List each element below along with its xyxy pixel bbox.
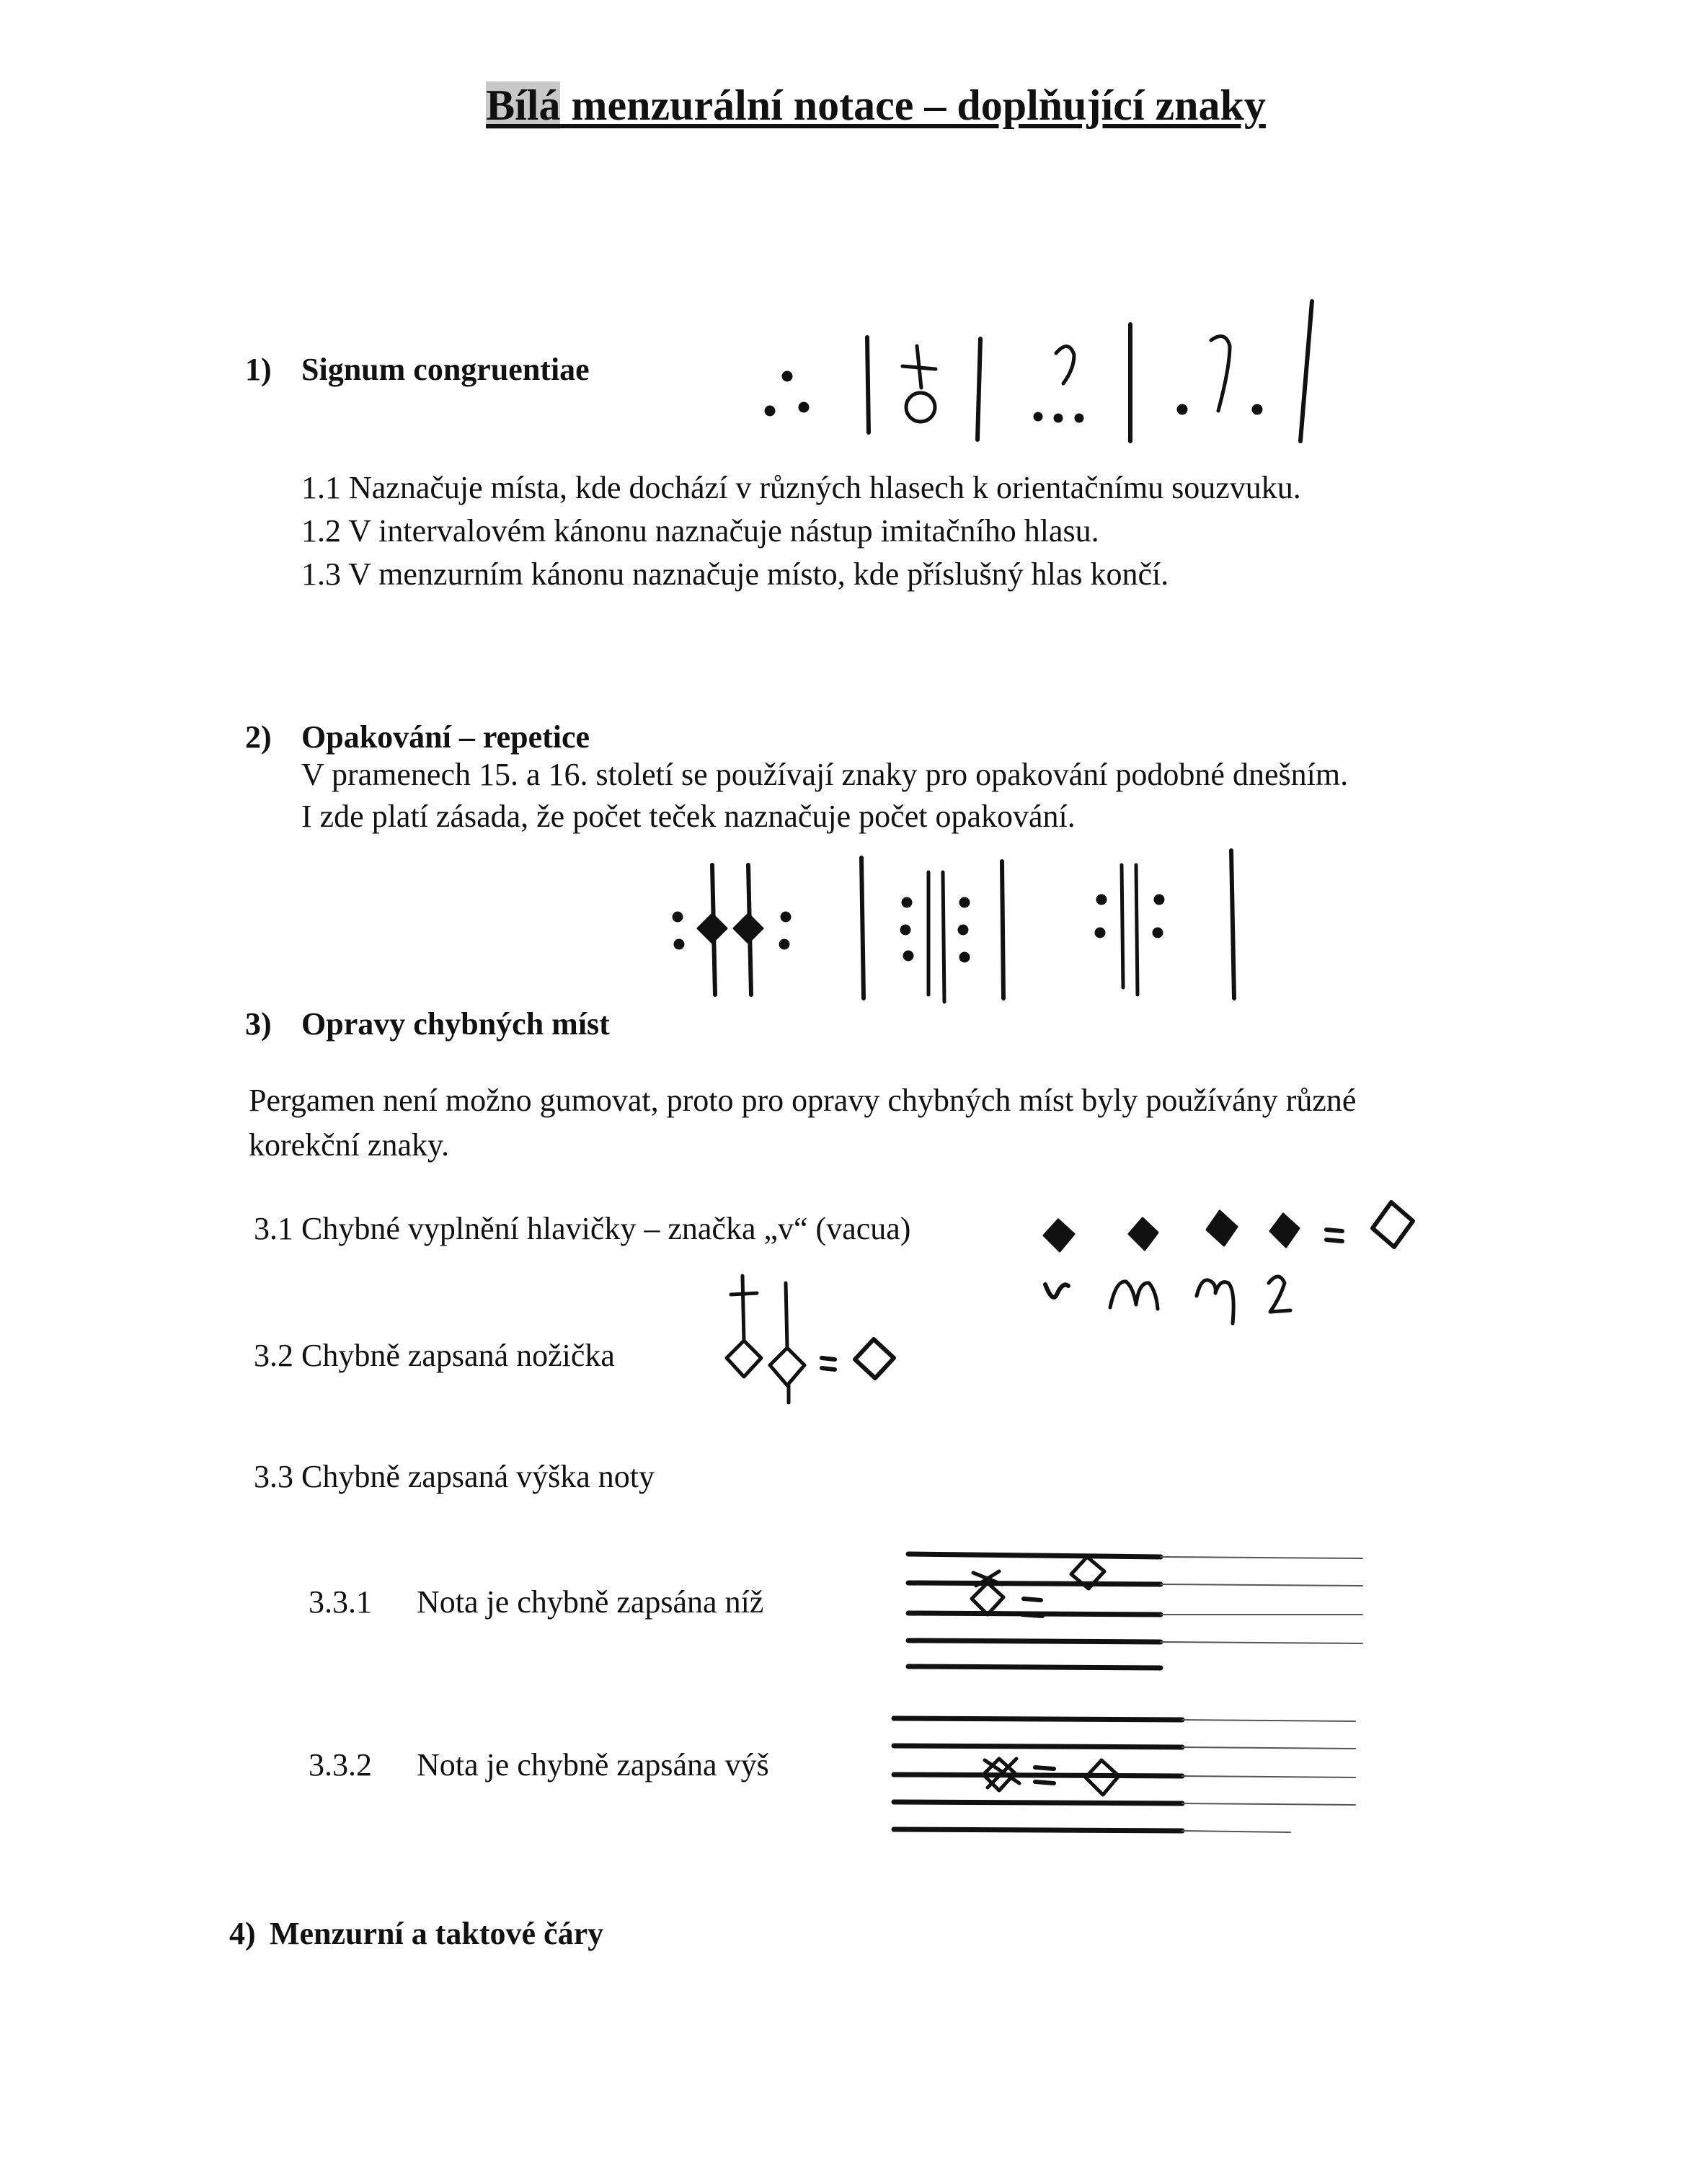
section-3-item-3: 3.3 Chybně zapsaná výška noty — [254, 1459, 655, 1494]
vacua-correction-glyphs — [1031, 1189, 1435, 1333]
section-3-subitem-1-text: Nota je chybně zapsána níž — [417, 1584, 764, 1620]
section-3-number: 3) — [245, 1006, 272, 1042]
section-1-item-3: 1.3 V menzurním kánonu naznačuje místo, kde příslušný hlas končí. — [301, 556, 1169, 592]
section-3-item-1: 3.1 Chybné vyplnění hlavičky – značka „v“ (vacua) — [254, 1211, 911, 1246]
section-3-subitem-1-number: 3.3.1 — [309, 1584, 372, 1620]
section-4-number: 4) — [229, 1916, 256, 1951]
section-2-number: 2) — [245, 719, 272, 755]
section-2-line-2: I zde platí zásada, že počet teček naznačuje počet opakování. — [301, 799, 1076, 834]
section-1-heading: Signum congruentiae — [301, 352, 590, 387]
stem-correction-glyphs — [714, 1269, 923, 1413]
section-3-paragraph-line-2: korekční znaky. — [249, 1127, 450, 1163]
title-first-word: Bílá — [486, 81, 561, 129]
section-2-heading: Opakování – repetice — [301, 719, 590, 755]
section-3-item-2: 3.2 Chybně zapsaná nožička — [254, 1338, 615, 1373]
section-4-heading: Menzurní a taktové čáry — [270, 1916, 604, 1951]
section-1-item-1: 1.1 Naznačuje místa, kde dochází v různých hlasech k orientačnímu souzvuku. — [301, 470, 1301, 505]
section-2-line-1: V pramenech 15. a 16. století se používají znaky pro opakování podobné dnešním. — [301, 757, 1349, 792]
section-1-number: 1) — [245, 352, 272, 387]
section-3-heading: Opravy chybných míst — [301, 1006, 610, 1042]
staff-lower-error-glyph — [901, 1542, 1377, 1679]
section-3-subitem-2-number: 3.3.2 — [309, 1747, 372, 1783]
title-rest: menzurální notace – doplňující znaky — [560, 81, 1266, 129]
section-1-item-2: 1.2 V intervalovém kánonu naznačuje nástup imitačního hlasu. — [301, 513, 1099, 549]
section-3-subitem-2-text: Nota je chybně zapsána výš — [417, 1747, 769, 1783]
section-3-paragraph-line-1: Pergamen není možno gumovat, proto pro opravy chybných míst byly používány různé — [249, 1083, 1357, 1118]
signum-congruentiae-glyphs — [735, 288, 1362, 476]
repeat-sign-glyphs — [663, 851, 1254, 1009]
staff-higher-error-glyph — [887, 1708, 1377, 1852]
page-title — [433, 81, 1319, 130]
